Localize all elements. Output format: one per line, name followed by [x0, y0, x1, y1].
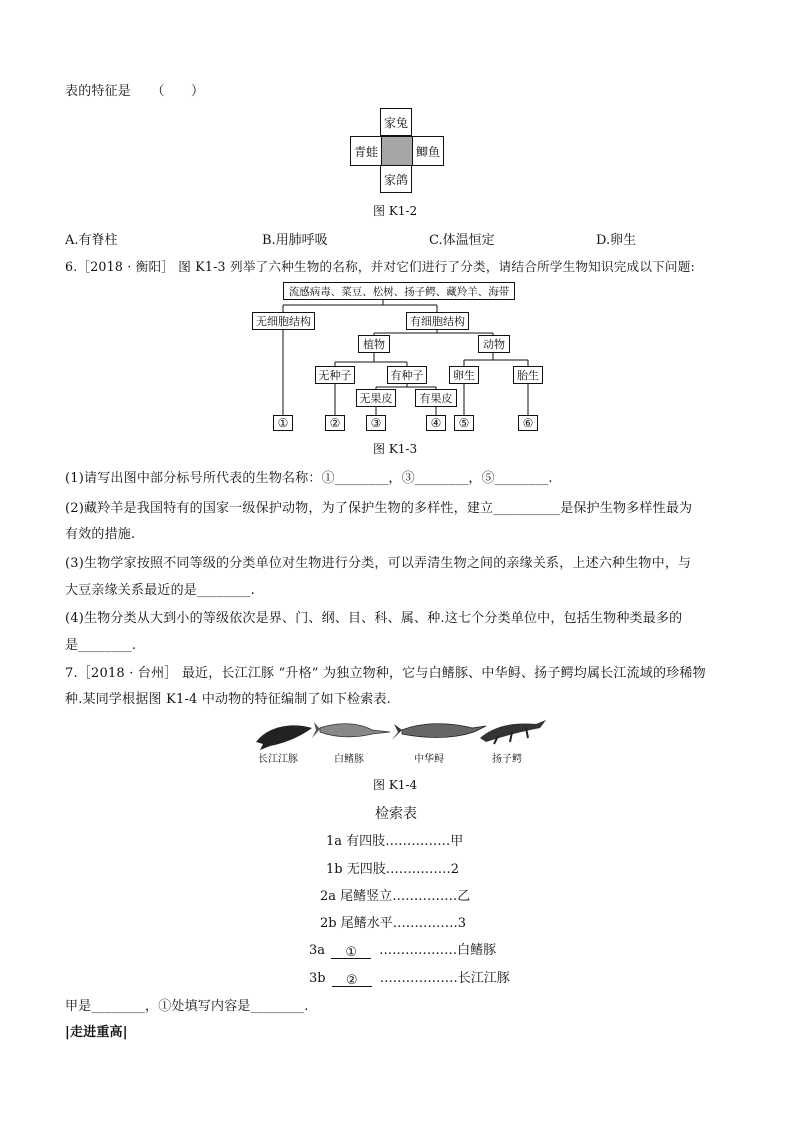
- label-alligator: 扬子鳄: [492, 754, 522, 765]
- q6-sub3-line2: 大豆亲缘关系最近的是________.: [65, 583, 255, 598]
- key-code: 2b: [320, 916, 337, 931]
- key-dots: ………………: [379, 971, 458, 986]
- key-text: 有四肢: [346, 834, 386, 849]
- q7-stem-line2: 种.某同学根据图 K1-4 中动物的特征编制了如下检索表.: [65, 692, 391, 707]
- key-blank-1: ①: [331, 945, 371, 959]
- key-result: 白鳍豚: [457, 943, 497, 958]
- figure-k1-3-caption: 图 K1-3: [373, 442, 418, 456]
- q6-sub4-line2: 是________.: [65, 638, 137, 653]
- cell-pigeon: 家鸽: [380, 165, 412, 193]
- key-blank-2: ②: [332, 973, 372, 987]
- key-dots: ……………: [385, 834, 451, 849]
- node-animal: 动物: [478, 335, 510, 353]
- tree-root: 流感病毒、菜豆、松树、扬子鳄、藏羚羊、海带: [283, 282, 515, 300]
- animal-illustrations: [250, 712, 550, 752]
- key-result: 3: [457, 916, 467, 931]
- question-5-tail-text: 表的特征是: [65, 84, 132, 99]
- key-row-2a: [320, 885, 470, 904]
- leaf-4: ④: [426, 415, 446, 431]
- key-text: 无四肢: [346, 862, 386, 877]
- option-c: C.体温恒定: [429, 233, 495, 248]
- q6-sub2-line1: (2)藏羚羊是我国特有的国家一级保护动物，为了保护生物的多样性，建立__________是保护生物多样性最为: [65, 501, 693, 516]
- node-no-pericarp: 无果皮: [356, 389, 396, 407]
- q6-sub2-line2: 有效的措施.: [65, 527, 136, 542]
- key-code: 1b: [326, 862, 343, 877]
- figure-k1-4: [250, 712, 550, 764]
- key-code: 3b: [309, 971, 326, 986]
- node-no-seed: 无种子: [315, 366, 355, 384]
- alligator-illustration: [480, 720, 546, 744]
- key-text: 尾鳍水平: [340, 916, 393, 931]
- key-row-1a: [326, 830, 463, 849]
- node-plant: 植物: [358, 335, 390, 353]
- key-dots: ……………: [392, 889, 458, 904]
- option-d: D.卵生: [596, 233, 637, 248]
- option-a: A.有脊柱: [65, 233, 118, 248]
- key-result: 长江江豚: [457, 971, 510, 986]
- key-dots: ………………: [379, 943, 458, 958]
- key-row-3a: [309, 939, 496, 959]
- key-result: 甲: [450, 834, 464, 849]
- section-heading: |走进重高|: [65, 1025, 128, 1040]
- key-row-3b: [309, 967, 510, 987]
- key-code: 1a: [326, 834, 343, 849]
- q7-answer-line: 甲是________，①处填写内容是________.: [65, 999, 309, 1014]
- figure-k1-4-caption: 图 K1-4: [373, 778, 418, 792]
- q7-stem-line1: 7.［2018 · 台州］ 最近，长江江豚 “升格” 为独立物种，它与白鳍豚、中华鲟、扬子鳄均属长江流域的珍稀物: [65, 666, 706, 681]
- key-dots: ……………: [385, 862, 451, 877]
- key-text: 尾鳍竖立: [340, 889, 393, 904]
- node-cell: 有细胞结构: [406, 312, 469, 330]
- leaf-5: ⑤: [454, 415, 474, 431]
- porpoise-illustration: [256, 725, 312, 750]
- q6-sub1: (1)请写出图中部分标号所代表的生物名称：①________，③________，⑤________.: [65, 471, 553, 486]
- cell-rabbit: 家兔: [380, 108, 412, 136]
- key-code: 2a: [320, 889, 337, 904]
- key-title: 检索表: [375, 806, 417, 822]
- node-seed: 有种子: [387, 366, 427, 384]
- key-result: 乙: [457, 889, 471, 904]
- leaf-2: ②: [325, 415, 345, 431]
- leaf-1: ①: [273, 415, 293, 431]
- key-row-1b: [326, 858, 459, 877]
- baiji-illustration: [312, 722, 390, 738]
- question-6-stem: 6.［2018 · 衡阳］ 图 K1-3 列举了六种生物的名称，并对它们进行了分类，请结合所学生物知识完成以下问题:: [65, 259, 695, 274]
- key-dots: ……………: [392, 916, 458, 931]
- answer-paren: （ ）: [151, 84, 205, 99]
- label-sturgeon: 中华鲟: [414, 754, 444, 765]
- cell-crucian: 鲫鱼: [412, 136, 444, 166]
- q6-sub3-line1: (3)生物学家按照不同等级的分类单位对生物进行分类，可以弄清生物之间的亲缘关系，上述六种生物中，与: [65, 556, 692, 571]
- figure-k1-2-caption: 图 K1-2: [373, 204, 418, 218]
- node-oviparous: 卵生: [449, 366, 479, 384]
- node-no-cell: 无细胞结构: [252, 312, 315, 330]
- node-viviparous: 胎生: [513, 366, 543, 384]
- key-code: 3a: [309, 943, 326, 958]
- sturgeon-illustration: [392, 724, 486, 740]
- node-pericarp: 有果皮: [415, 389, 457, 407]
- leaf-3: ③: [366, 415, 386, 431]
- key-result: 2: [450, 862, 460, 877]
- key-row-2b: [320, 912, 466, 931]
- leaf-6: ⑥: [518, 415, 538, 431]
- option-b: B.用肺呼吸: [262, 233, 328, 248]
- label-porpoise: 长江江豚: [258, 754, 298, 765]
- cell-frog: 青蛙: [350, 136, 382, 166]
- label-baiji: 白鳍豚: [334, 754, 364, 765]
- q6-sub4-line1: (4)生物分类从大到小的等级依次是界、门、纲、目、科、属、种.这七个分类单位中，包括生物种类最多的: [65, 611, 683, 626]
